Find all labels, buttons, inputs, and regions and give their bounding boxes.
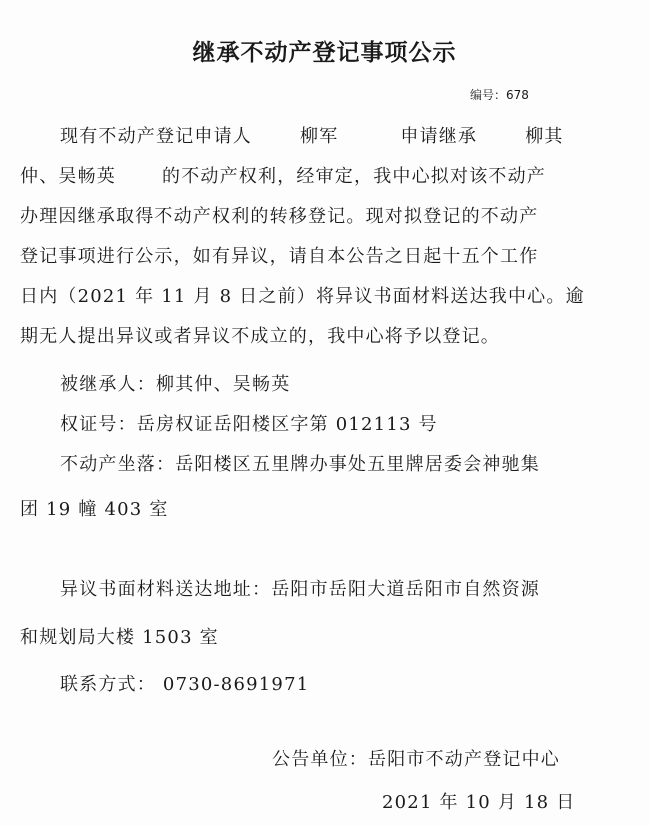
body-line-4: 登记事项进行公示，如有异议，请自本公告之日起十五个工作	[20, 246, 539, 267]
body-line-2	[20, 162, 546, 188]
certificate-number: 权证号：岳房权证岳阳楼区字第 012113 号	[60, 414, 438, 435]
document-title: 继承不动产登记事项公示	[192, 40, 457, 66]
body-text: 现有不动产登记申请人	[60, 126, 252, 147]
applicant-name: 柳军	[300, 126, 339, 147]
objection-address-line-1: 异议书面材料送达地址：岳阳市岳阳大道岳阳市自然资源	[60, 579, 540, 600]
heir-name: 仲、吴畅英	[20, 166, 116, 187]
heir-name: 柳其	[525, 126, 564, 147]
property-location-line-1: 不动产坐落：岳阳楼区五里牌办事处五里牌居委会神驰集	[60, 454, 540, 475]
issue-date: 2021 年 10 月 18 日	[382, 792, 576, 813]
decedent-line: 被继承人：柳其仲、吴畅英	[60, 374, 291, 395]
objection-address-line-2: 和规划局大楼 1503 室	[20, 627, 219, 648]
body-line-6: 期无人提出异议或者异议不成立的，我中心将予以登记。	[20, 326, 500, 347]
body-text: 申请继承	[400, 126, 478, 147]
serial-number: 编号：678	[470, 88, 529, 102]
body-line-1	[60, 122, 564, 148]
issuer: 公告单位：岳阳市不动产登记中心	[272, 749, 560, 770]
body-line-5: 日内（2021 年 11 月 8 日之前）将异议书面材料送达我中心。逾	[20, 286, 585, 307]
body-text: 的不动产权利，经审定，我中心拟对该不动产	[162, 166, 546, 187]
property-location-line-2: 团 19 幢 403 室	[20, 499, 169, 520]
body-line-3: 办理因继承取得不动产权利的转移登记。现对拟登记的不动产	[20, 206, 539, 227]
contact-info: 联系方式： 0730-8691971	[60, 674, 310, 695]
